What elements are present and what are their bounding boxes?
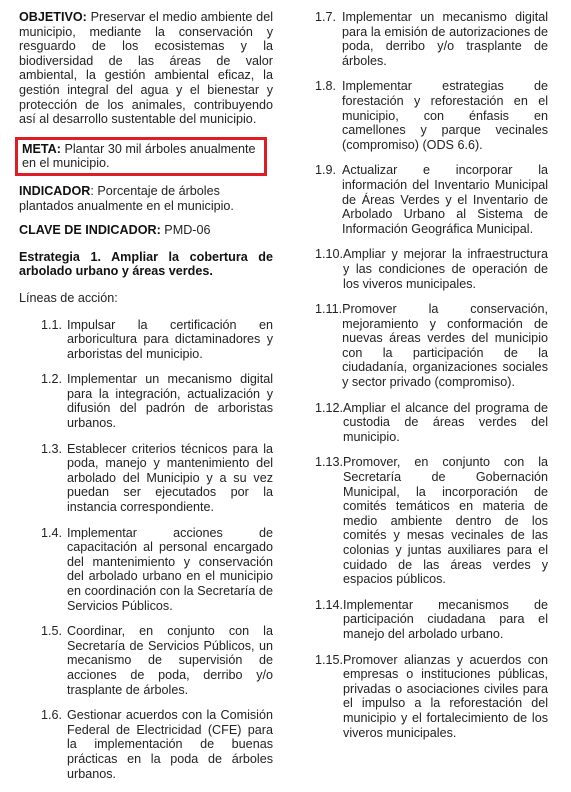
action-text: Ampliar y mejorar la infraestructura y las condiciones de operación de los viveros municipales.: [343, 247, 548, 291]
action-number: 1.15.: [315, 652, 344, 667]
action-item: [19, 708, 273, 781]
action-item: [19, 624, 273, 697]
meta-label: META:: [22, 141, 61, 156]
action-number: 1.7.: [315, 10, 337, 24]
action-item: [19, 318, 273, 362]
action-item: [19, 372, 273, 430]
action-text: Ampliar el alcance del programa de custodia de áreas verdes del municipio.: [343, 400, 548, 444]
action-text: Gestionar acuerdos con la Comisión Federal de Electricidad (CFE) para la implementación de buenas prácticas en la poda de árboles urbanos.: [67, 708, 273, 781]
action-text: Promover, en conjunto con la Secretaría de Gobernación Municipal, la incorporación de comités temáticos en materia de medio ambiente dentro de los comités y mesas vecinales de las colonias y juntas auxiliares para el cuidado de las áreas verdes y espacios públicos.: [343, 455, 548, 587]
action-item: [315, 79, 548, 152]
objetivo-label: OBJETIVO:: [19, 10, 87, 24]
action-item: [315, 653, 548, 741]
action-text: Implementar acciones de capacitación al personal encargado del mantenimiento y conservación del arbolado urbano en el municipio en coordinación con la Secretaría de Servicios Públicos.: [67, 525, 273, 613]
objetivo-text: Preservar el medio ambiente del municipio, mediante la conservación y resguardo de los ecosistemas y la biodiversidad de las áreas de valor ambiental, la gestión ambiental eficaz, la gestión integral del agua y el bienestar y protección de los animales, contribuyendo así al desarrollo sustentable del municipio.: [19, 10, 273, 127]
meta-paragraph: [22, 142, 256, 171]
indicador-label: INDICADOR: [19, 183, 91, 198]
action-number: 1.13.: [315, 455, 344, 470]
left-column: [19, 10, 273, 792]
meta-highlight-box: [15, 137, 267, 176]
action-text: Promover alianzas y acuerdos con empresas o instituciones públicas, privadas o asociaciones civiles para el impulso a la reforestación del municipio y el fortalecimiento de los viveros municipales.: [343, 652, 548, 740]
action-item: [315, 247, 548, 291]
action-number: 1.4.: [41, 525, 63, 540]
action-text: Impulsar la certificación en arboricultura para dictaminadores y arboristas del municipio.: [67, 317, 273, 361]
action-item: [315, 10, 548, 68]
indicador-text: : Porcentaje de árboles plantados anualmente en el municipio.: [19, 183, 234, 213]
action-text: Actualizar e incorporar la información del Inventario Municipal de Áreas Verdes y el Inventario de Arbolado Urbano al Sistema de Información Geográfica Municipal.: [342, 163, 548, 236]
objetivo-paragraph: [19, 10, 273, 127]
action-item: [315, 163, 548, 236]
clave-label: CLAVE DE INDICADOR:: [19, 223, 161, 238]
action-number: 1.3.: [41, 441, 63, 456]
action-text: Coordinar, en conjunto con la Secretaría de Servicios Públicos, un mecanismo de supervisión de acciones de poda, derribo y/o trasplante de árboles.: [67, 624, 273, 697]
clave-paragraph: [19, 223, 273, 238]
action-item: [19, 526, 273, 614]
action-number: 1.6.: [41, 708, 63, 723]
strategy-heading: Estrategia 1. Ampliar la cobertura de arbolado urbano y áreas verdes.: [19, 249, 273, 279]
action-item: [315, 302, 548, 390]
action-number: 1.5.: [41, 624, 63, 639]
right-column: [315, 10, 548, 751]
action-item: [315, 401, 548, 445]
action-item: [19, 442, 273, 515]
action-number: 1.9.: [315, 163, 337, 178]
lineas-label: Líneas de acción:: [19, 290, 118, 305]
action-number: 1.1.: [41, 317, 63, 332]
action-number: 1.14.: [315, 597, 344, 612]
action-text: Establecer criterios técnicos para la poda, manejo y mantenimiento del arbolado del Municipio y a su vez puedan ser ejecutados por la instancia correspondiente.: [67, 441, 273, 515]
action-item: [315, 455, 548, 586]
action-text: Implementar un mecanismo digital para la emisión de autorizaciones de poda, derribo y/o trasplante de árboles.: [342, 10, 548, 68]
action-number: 1.11.: [315, 302, 343, 317]
action-text: Implementar un mecanismo digital para la integración, actualización y difusión del padrón de arboristas urbanos.: [67, 372, 273, 431]
action-item: [315, 598, 548, 642]
clave-value: PMD-06: [164, 223, 211, 238]
action-number: 1.10.: [315, 247, 344, 262]
action-number: 1.8.: [315, 79, 337, 94]
action-text: Implementar mecanismos de participación ciudadana para el manejo del arbolado urbano.: [343, 597, 548, 641]
action-number: 1.12.: [315, 400, 344, 415]
indicador-paragraph: [19, 184, 273, 213]
action-text: Promover la conservación, mejoramiento y conformación de nuevas áreas verdes del municipio con la participación de la ciudadanía, organizaciones sociales y sector privado (compromiso).: [342, 302, 548, 390]
action-number: 1.2.: [41, 372, 63, 387]
meta-text: Plantar 30 mil árboles anualmente en el municipio.: [22, 141, 256, 171]
action-text: Implementar estrategias de forestación y reforestación en el municipio, con énfasis en camellones y parque vecinales (compromiso) (ODS 6.6).: [342, 79, 548, 152]
